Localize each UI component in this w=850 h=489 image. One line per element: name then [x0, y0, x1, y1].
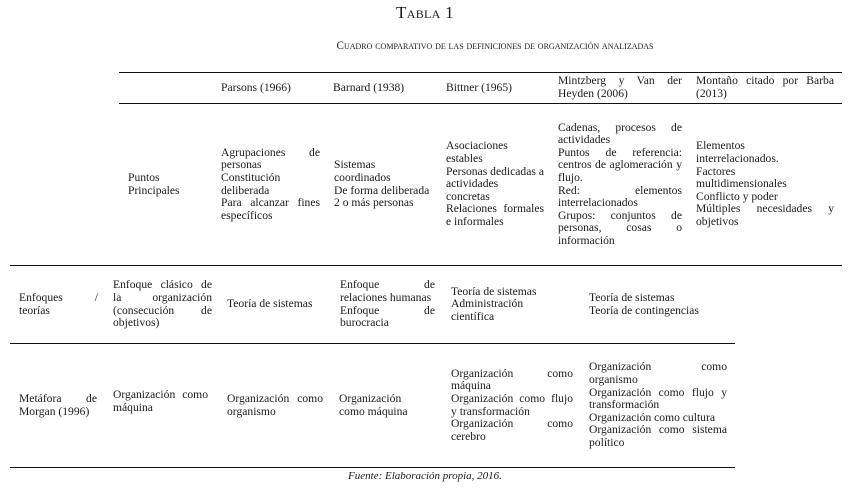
cell-metafora-c5 — [589, 344, 727, 467]
cell-item: Factores multidimensionales — [696, 164, 787, 191]
cell-item: Teoría de sistemas — [227, 297, 313, 311]
cell-item: Múltiples necesidades y objetivos — [696, 202, 834, 228]
cell-item: Cadenas, procesos de actividades — [558, 120, 682, 147]
cell-enfoques-c5 — [589, 266, 735, 343]
cell-item: Organización como flujo y transformación — [451, 391, 573, 418]
row-label-puntos-text: Puntos Principales — [128, 170, 180, 197]
header-bittner-text: Bittner (1965) — [446, 80, 513, 94]
header-montano — [696, 73, 834, 103]
row-label-enfoques — [19, 266, 98, 343]
cell-item: Agrupaciones de personas — [221, 145, 320, 172]
cell-item: De forma deliberada — [334, 183, 430, 197]
cell-puntos-bittner — [446, 104, 544, 265]
cell-enfoques-c2 — [227, 266, 323, 343]
cell-item: Enfoque de burocracia — [340, 303, 435, 330]
header-barnard — [333, 73, 433, 103]
cell-puntos-barnard — [334, 104, 433, 265]
cell-item: Personas dedicadas a actividades concretas — [446, 164, 544, 203]
cell-item: Teoría de contingencias — [589, 303, 699, 317]
cell-metafora-c2 — [227, 344, 323, 467]
cell-item: Organización como flujo y transformación — [589, 385, 727, 412]
row-label-puntos — [128, 104, 203, 265]
header-bittner — [446, 73, 546, 103]
cell-item: Enfoque de relaciones humanas — [340, 278, 435, 304]
cell-item: Organización como máquina — [113, 387, 208, 414]
cell-item: Grupos: conjuntos de personas, cosas o información — [558, 208, 682, 247]
cell-metafora-c1 — [113, 344, 208, 459]
cell-item: Enfoque clásico de la organización (consecución de objetivos) — [113, 278, 212, 330]
row-label-metafora — [19, 344, 97, 467]
row-label-enfoques-text: Enfoques / teorías — [19, 290, 98, 317]
header-montano-text: Montaño citado por Barba (2013) — [696, 74, 834, 100]
cell-item: Organización como cultura — [589, 410, 715, 424]
cell-item: Organización como organismo — [589, 360, 727, 387]
header-barnard-text: Barnard (1938) — [333, 80, 405, 94]
cell-enfoques-c1 — [113, 266, 212, 343]
header-mintzberg — [558, 73, 682, 103]
cell-item: Teoría de sistemas — [589, 290, 675, 304]
cell-item: Para alcanzar fines específicos — [221, 196, 320, 222]
cell-item: Organización como máquina — [451, 366, 573, 393]
cell-item: Constitución deliberada — [221, 170, 281, 197]
table-subtitle: Cuadro comparativo de las definiciones de organización analizadas — [336, 40, 654, 52]
cell-item: Organización como máquina — [339, 391, 408, 418]
cell-puntos-parsons — [221, 104, 320, 265]
cell-puntos-mintzberg — [558, 104, 682, 265]
cell-enfoques-c4 — [451, 266, 573, 343]
table-title-text: Tabla 1 — [396, 3, 454, 22]
header-parsons-text: Parsons (1966) — [221, 80, 291, 94]
cell-item: Conflicto y poder — [696, 189, 778, 203]
cell-metafora-c4 — [451, 344, 573, 467]
row-label-metafora-text: Metáfora de Morgan (1996) — [19, 391, 97, 418]
cell-item: Organización como cerebro — [451, 417, 573, 443]
cell-item: Teoría de sistemas — [451, 284, 537, 298]
cell-metafora-c3 — [339, 344, 429, 467]
cell-item: Organización como organismo — [227, 391, 323, 418]
cell-item: Organización como sistema político — [589, 423, 727, 449]
rule-row3-bottom — [10, 467, 735, 468]
cell-item: Elementos interrelacionados. — [696, 139, 779, 166]
cell-item: Puntos de referencia: centros de aglomeración y flujo. — [558, 145, 682, 184]
table-title — [0, 3, 850, 23]
cell-item: Asociaciones estables — [446, 139, 508, 166]
cell-item: Sistemas coordinados — [334, 158, 391, 184]
cell-item: Red: elementos interrelacionados — [558, 183, 682, 210]
cell-enfoques-c3 — [340, 266, 435, 343]
cell-item: 2 o más personas — [334, 196, 414, 210]
source-footer: Fuente: Elaboración propia, 2016. — [348, 470, 502, 482]
header-mintzberg-text: Mintzberg y Van der Heyden (2006) — [558, 74, 682, 100]
header-parsons — [221, 73, 321, 103]
cell-item: Relaciones formales e informales — [446, 202, 544, 228]
cell-puntos-montano — [696, 104, 834, 265]
cell-item: Administración científica — [451, 297, 524, 323]
